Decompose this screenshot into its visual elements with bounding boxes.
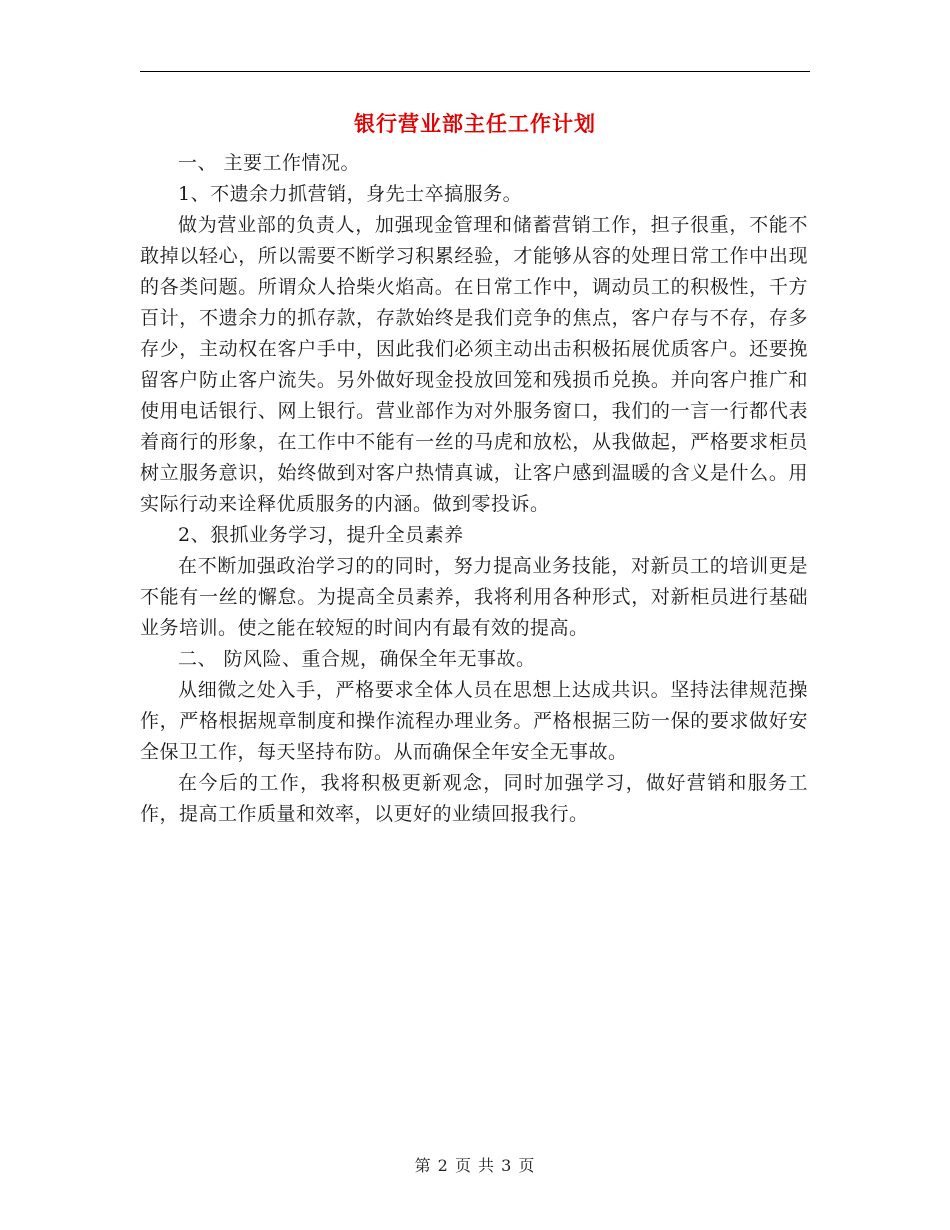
section-heading-1: 一、 主要工作情况。 (178, 152, 361, 174)
paragraph-marketing: 做为营业部的负责人，加强现金管理和储蓄营销工作，担子很重，不能不敢掉以轻心，所以需要不断学习积累经验，才能够从容的处理日常工作中出现的各类问题。所谓众人拾柴火焰高。在日常工作中，调动员工的积极性，千方百计，不遗余力的抓存款，存款始终是我们竞争的焦点，客户存与不存，存多存少，主动权在客户手中，因此我们必须主动出击积极拓展优质客户。还要挽留客户防止客户流失。另外做好现金投放回笼和残损币兑换。并向客户推广和使用电话银行、网上银行。营业部作为对外服务窗口，我们的一言一行都代表着商行的形象，在工作中不能有一丝的马虎和放松，从我做起，严格要求柜员树立服务意识，始终做到对客户热情真诚，让客户感到温暖的含义是什么。用实际行动来诠释优质服务的内涵。做到零投诉。 (140, 214, 808, 515)
section-heading-2: 二、 防风险、重合规，确保全年无事故。 (178, 648, 536, 670)
paragraph-training: 在不断加强政治学习的的同时，努力提高业务技能，对新员工的培训更是不能有一丝的懈怠。为提高全员素养，我将利用各种形式，对新柜员进行基础业务培训。使之能在较短的时间内有最有效的提高。 (140, 555, 808, 639)
document-title: 银行营业部主任工作计划 (354, 112, 596, 136)
subheading-1: 1、不遗余力抓营销，身先士卒搞服务。 (178, 183, 523, 205)
header-rule (140, 71, 810, 72)
subheading-2: 2、狠抓业务学习，提升全员素养 (178, 524, 464, 546)
page-footer: 第 2 页 共 3 页 (414, 1156, 536, 1175)
document-body (140, 148, 808, 830)
paragraph-risk: 从细微之处入手，严格要求全体人员在思想上达成共识。坚持法律规范操作，严格根据规章制度和操作流程办理业务。严格根据三防一保的要求做好安全保卫工作，每天坚持布防。从而确保全年安全无事故。 (140, 679, 808, 763)
paragraph-conclusion: 在今后的工作，我将积极更新观念，同时加强学习，做好营销和服务工作，提高工作质量和效率，以更好的业绩回报我行。 (140, 772, 808, 825)
